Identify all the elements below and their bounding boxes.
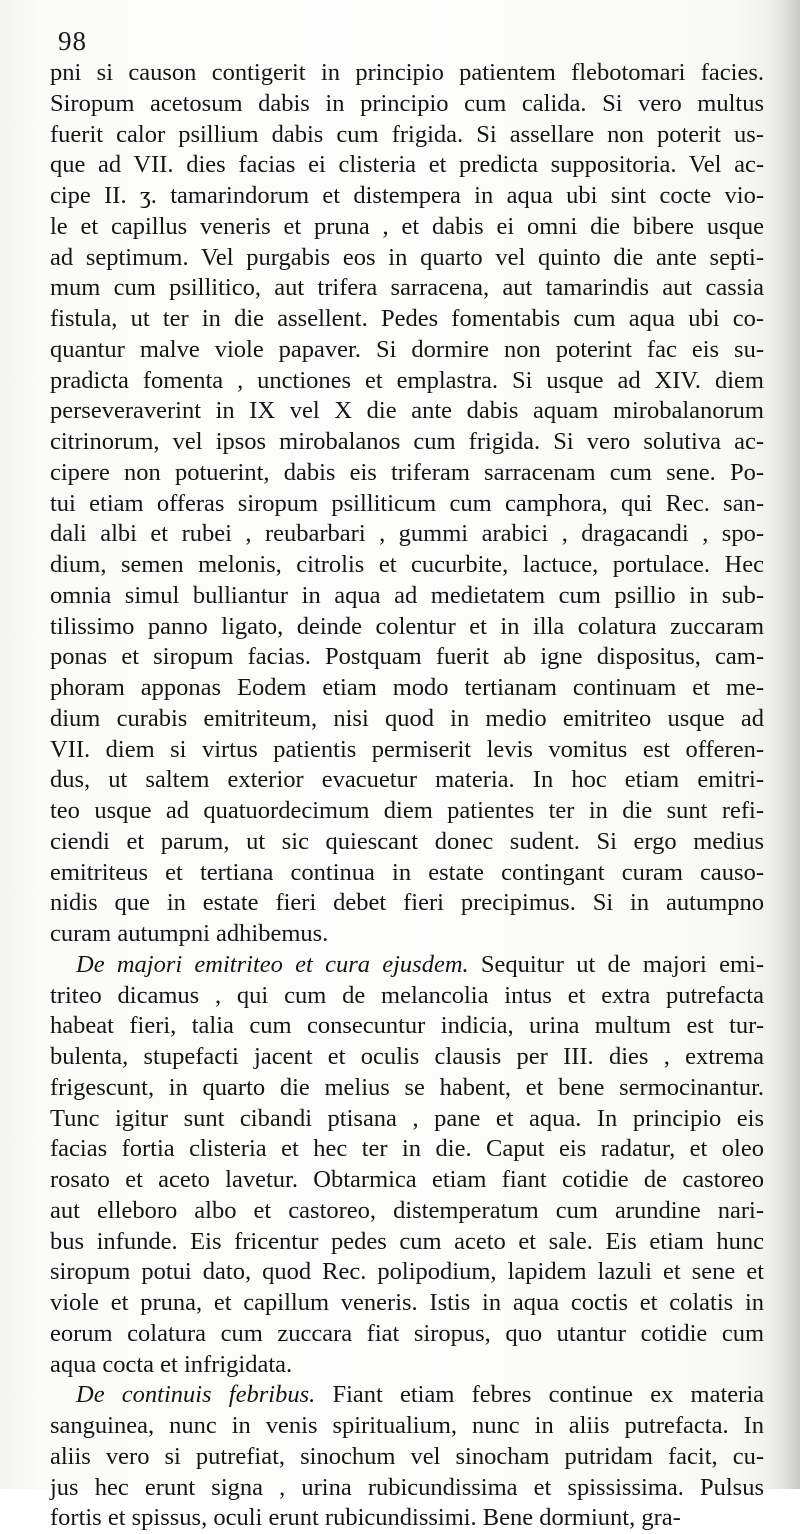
text-line: bus infunde. Eis fricentur pedes cum aceto et sale. Eis etiam hunc: [50, 1227, 764, 1255]
text-line: cipe II. ʒ. tamarindorum et distempera in aqua ubi sint cocte vio-: [50, 182, 764, 209]
text-line: aqua cocta et infrigidata.: [50, 1350, 293, 1378]
text-line: dus, ut saltem exterior evacuetur materia. In hoc etiam emitri-: [50, 766, 764, 794]
paragraph: [50, 58, 764, 950]
text-line: rosato et aceto lavetur. Obtarmica etiam fiant cotidie de castoreo: [50, 1166, 764, 1193]
text-line: ciendi et parum, ut sic quiescant donec sudent. Si ergo medius: [50, 827, 764, 855]
text-line: nidis que in estate fieri debet fieri precipimus. Si in autumpno: [50, 889, 764, 917]
text-line: emitriteus et tertiana continua in estate contingant curam causo-: [50, 858, 764, 886]
text-line: fuerit calor psillium dabis cum frigida. Si assellare non poterit us-: [50, 120, 764, 148]
text-line: curam autumpni adhibemus.: [50, 920, 329, 947]
text-line: citrinorum, vel ipsos mirobalanos cum frigida. Si vero solutiva ac-: [50, 428, 764, 455]
text-line: triteo dicamus , qui cum de melancolia intus et extra putrefacta: [50, 981, 764, 1009]
text-line: dali albi et rubei , reubarbari , gummi arabici , dragacandi , spo-: [50, 520, 764, 548]
text-line: tilissimo panno ligato, deinde colentur et in illa colatura zuccaram: [50, 612, 764, 640]
text-line: viole et pruna, et capillum veneris. Istis in aqua coctis et colatis in: [50, 1289, 764, 1316]
text-line: habeat fieri, talia cum consecuntur indicia, urina multum est tur-: [50, 1012, 764, 1040]
text-line: fortis et spissus, oculi erunt rubicundissimi. Bene dormiunt, gra-: [50, 1504, 681, 1532]
text-line: aliis vero si putrefiat, sinochum vel sinocham putridam facit, cu-: [50, 1442, 764, 1470]
text-line: tui etiam offeras siropum psilliticum cum camphora, qui Rec. san-: [50, 489, 764, 517]
body-text: [50, 58, 764, 1534]
text-line: VII. diem si virtus patientis permiserit levis vomitus est offeren-: [50, 735, 764, 763]
paragraph: [50, 1380, 764, 1534]
text-line: Tunc igitur sunt cibandi ptisana , pane et aqua. In principio eis: [50, 1104, 764, 1132]
text-line: dium curabis emitriteum, nisi quod in medio emitriteo usque ad: [50, 704, 764, 732]
text-line: frigescunt, in quarto die melius se habent, et bene sermocinantur.: [50, 1073, 764, 1101]
section-heading: De continuis febribus.: [76, 1381, 316, 1409]
line-text: Fiant etiam febres continue ex materia: [332, 1381, 764, 1409]
text-line: que ad VII. dies facias ei clisteria et predicta suppositoria. Vel ac-: [50, 151, 764, 179]
text-line: pni si causon contigerit in principio patientem flebotomari facies.: [50, 59, 764, 86]
text-line: fistula, ut ter in die assellent. Pedes fomentabis cum aqua ubi co-: [50, 305, 764, 332]
text-line: jus hec erunt signa , urina rubicundissima et spississima. Pulsus: [50, 1473, 764, 1501]
text-line: quantur malve viole papaver. Si dormire non poterint fac eis su-: [50, 335, 764, 363]
text-line: ad septimum. Vel purgabis eos in quarto vel quinto die ante septi-: [50, 243, 764, 271]
text-line: mum cum psillitico, aut trifera sarracena, aut tamarindis aut cassia: [50, 274, 764, 302]
text-line: phoram apponas Eodem etiam modo tertianam continuam et me-: [50, 674, 764, 701]
text-line: teo usque ad quatuordecimum diem patientes ter in die sunt refi-: [50, 797, 764, 824]
text-line: [50, 1380, 764, 1411]
text-line: facias fortia clisteria et hec ter in die. Caput eis radatur, et oleo: [50, 1135, 764, 1163]
text-line: omnia simul bulliantur in aqua ad medietatem cum psillio in sub-: [50, 581, 764, 609]
text-line: siropum potui dato, quod Rec. polipodium, lapidem lazuli et sene et: [50, 1258, 764, 1286]
text-line: le et capillus veneris et pruna , et dabis ei omni die bibere usque: [50, 212, 764, 240]
line-text: Sequitur ut de majori emi-: [480, 950, 765, 978]
text-line: aut elleboro albo et castoreo, distemperatum cum arundine nari-: [50, 1196, 764, 1224]
text-line: dium, semen melonis, citrolis et cucurbite, lactuce, portulace. Hec: [50, 551, 764, 578]
page-number: 98: [58, 26, 87, 56]
text-line: ponas et siropum facias. Postquam fuerit ab igne dispositus, cam-: [50, 643, 764, 671]
text-line: Siropum acetosum dabis in principio cum calida. Si vero multus: [50, 89, 764, 117]
text-line: sanguinea, nunc in venis spiritualium, nunc in aliis putrefacta. In: [50, 1412, 764, 1439]
section-heading: De majori emitriteo et cura ejusdem.: [76, 950, 469, 978]
text-line: bulenta, stupefacti jacent et oculis clausis per III. dies , extrema: [50, 1043, 764, 1070]
text-line: cipere non potuerint, dabis eis triferam sarracenam cum sene. Po-: [50, 458, 764, 486]
text-line: [50, 950, 764, 981]
paragraph: [50, 950, 764, 1381]
text-line: pradicta fomenta , unctiones et emplastra. Si usque ad XIV. diem: [50, 366, 764, 394]
text-line: eorum colatura cum zuccara fiat siropus, quo utantur cotidie cum: [50, 1319, 764, 1347]
spine-shadow: [766, 0, 800, 1489]
text-line: perseveraverint in IX vel X die ante dabis aquam mirobalanorum: [50, 397, 764, 425]
